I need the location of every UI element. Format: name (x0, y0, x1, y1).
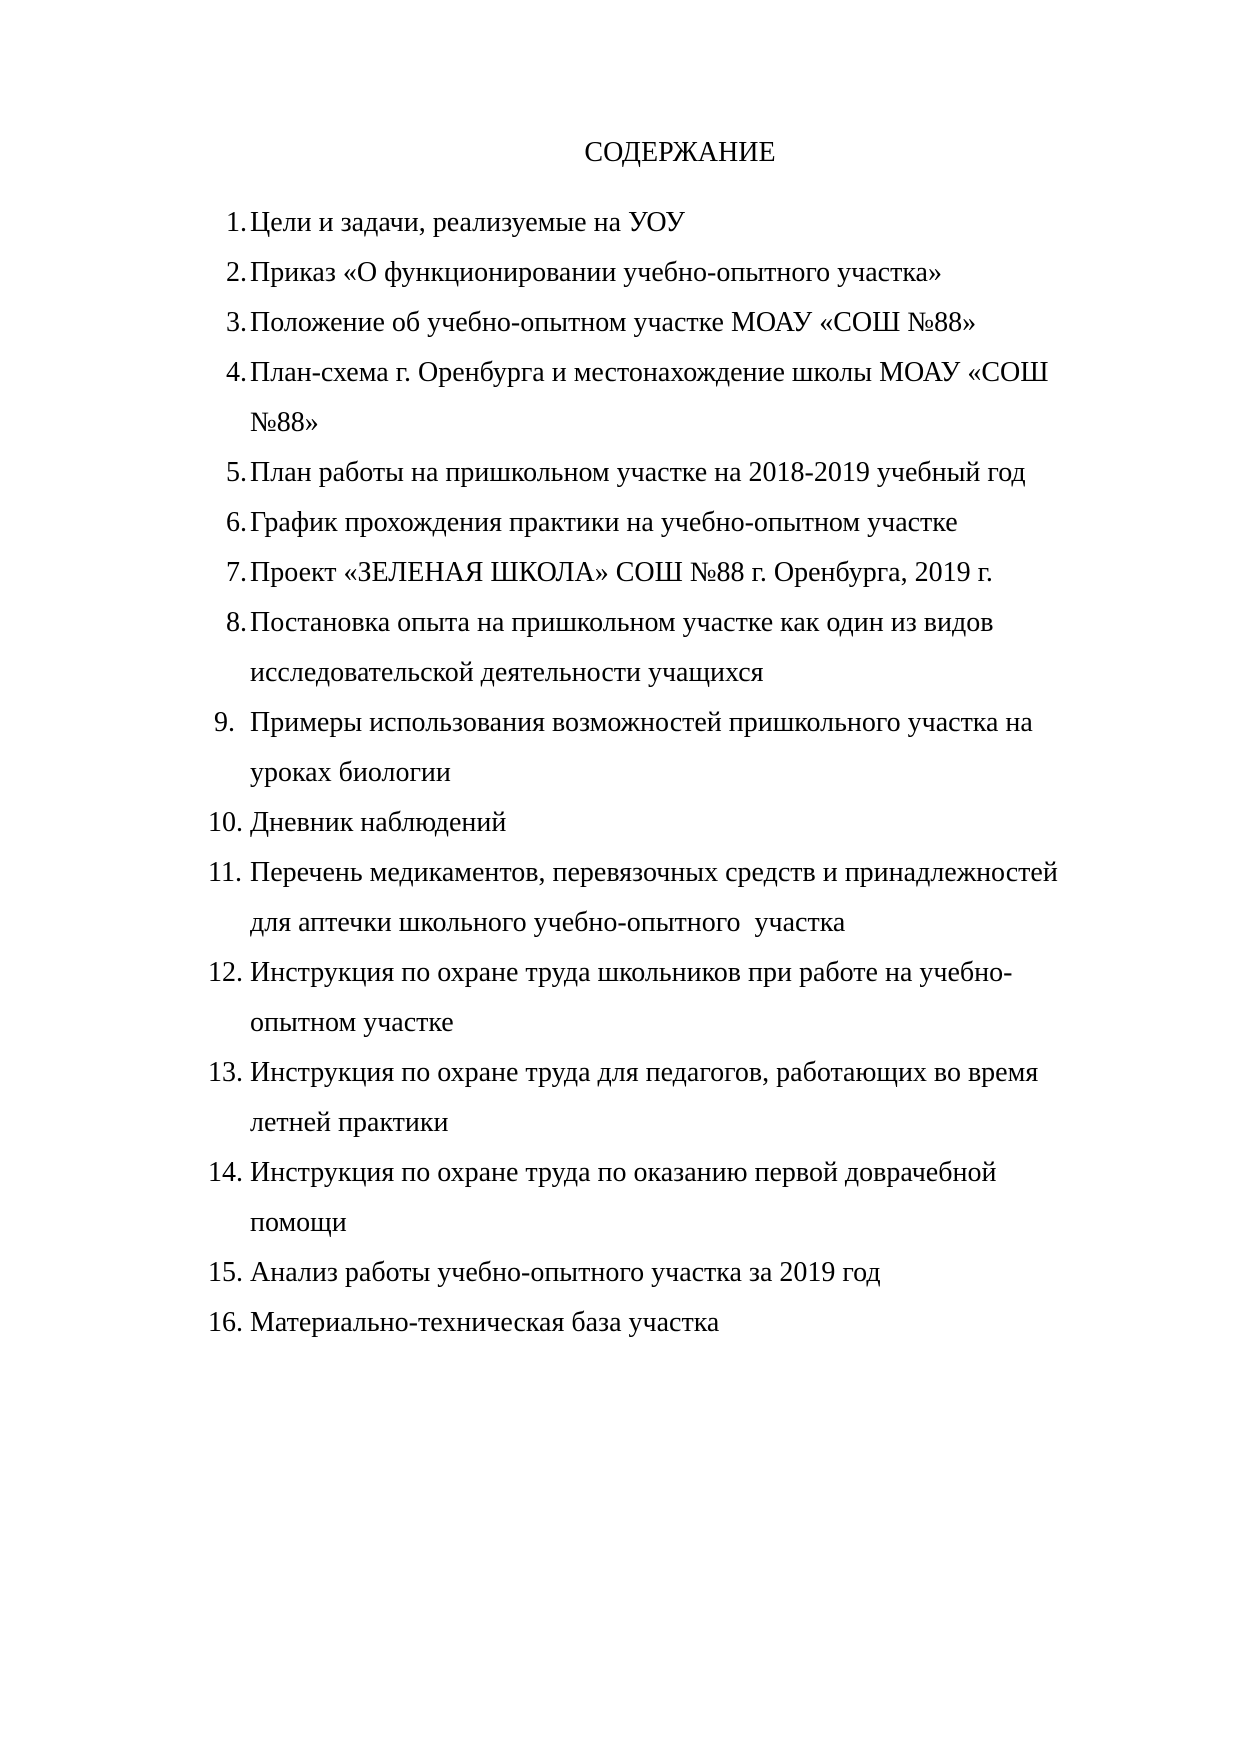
toc-item-number: 7. (226, 557, 247, 588)
toc-item-line: Перечень медикаментов, перевязочных средств и принадлежностей (250, 857, 1058, 888)
toc-item (0, 848, 1240, 948)
toc-item-line: Положение об учебно-опытном участке МОАУ «СОШ №88» (250, 307, 977, 338)
toc-item-line: План-схема г. Оренбурга и местонахождение школы МОАУ «СОШ (250, 357, 1049, 388)
toc-item (0, 1298, 1240, 1348)
toc-item-number: 10. (208, 807, 243, 838)
toc-item-line: План работы на пришкольном участке на 2018-2019 учебный год (250, 457, 1026, 488)
toc-item-line: опытном участке (250, 1007, 454, 1038)
toc-item-line: уроках биологии (250, 757, 451, 788)
toc-item-number: 6. (226, 507, 247, 538)
toc-item-line: Постановка опыта на пришкольном участке как один из видов (250, 607, 994, 638)
toc-item-line: Примеры использования возможностей пришкольного участка на (250, 707, 1033, 738)
toc-item-number: 16. (208, 1307, 243, 1338)
toc-list (0, 198, 1240, 1348)
toc-item (0, 548, 1240, 598)
toc-item-number: 1. (226, 207, 247, 238)
toc-item (0, 448, 1240, 498)
toc-item (0, 498, 1240, 548)
toc-item-number: 5. (226, 457, 247, 488)
toc-item-number: 9. (214, 707, 235, 738)
toc-item-number: 11. (208, 857, 242, 888)
toc-item (0, 598, 1240, 698)
toc-item-line: летней практики (250, 1107, 449, 1138)
toc-item-line: Дневник наблюдений (250, 807, 507, 838)
toc-item-line: Приказ «О функционировании учебно-опытного участка» (250, 257, 942, 288)
toc-item-line: Инструкция по охране труда по оказанию первой доврачебной (250, 1157, 997, 1188)
toc-item-line: График прохождения практики на учебно-опытном участке (250, 507, 958, 538)
toc-item-line: Инструкция по охране труда для педагогов, работающих во время (250, 1057, 1039, 1088)
toc-item-line: Анализ работы учебно-опытного участка за 2019 год (250, 1257, 881, 1288)
toc-item (0, 1248, 1240, 1298)
toc-item-number: 12. (208, 957, 243, 988)
toc-item-number: 4. (226, 357, 247, 388)
toc-item (0, 198, 1240, 248)
toc-item-number: 15. (208, 1257, 243, 1288)
toc-item (0, 698, 1240, 798)
toc-item-number: 13. (208, 1057, 243, 1088)
toc-item (0, 1148, 1240, 1248)
toc-item-line: №88» (250, 407, 319, 438)
toc-item-number: 3. (226, 307, 247, 338)
toc-item (0, 248, 1240, 298)
toc-item (0, 798, 1240, 848)
toc-item (0, 348, 1240, 448)
toc-item-line: для аптечки школьного учебно-опытного участка (250, 907, 846, 938)
toc-item-line: Материально-техническая база участка (250, 1307, 720, 1338)
toc-item-line: Проект «ЗЕЛЕНАЯ ШКОЛА» СОШ №88 г. Оренбурга, 2019 г. (250, 557, 993, 588)
toc-item-line: Цели и задачи, реализуемые на УОУ (250, 207, 685, 238)
toc-item-line: Инструкция по охране труда школьников при работе на учебно- (250, 957, 1013, 988)
toc-item-line: помощи (250, 1207, 347, 1238)
toc-item-number: 2. (226, 257, 247, 288)
toc-item (0, 298, 1240, 348)
toc-item (0, 1048, 1240, 1148)
page-title: СОДЕРЖАНИЕ (584, 137, 776, 168)
toc-item-line: исследовательской деятельности учащихся (250, 657, 764, 688)
toc-item (0, 948, 1240, 1048)
toc-item-number: 14. (208, 1157, 243, 1188)
toc-item-number: 8. (226, 607, 247, 638)
